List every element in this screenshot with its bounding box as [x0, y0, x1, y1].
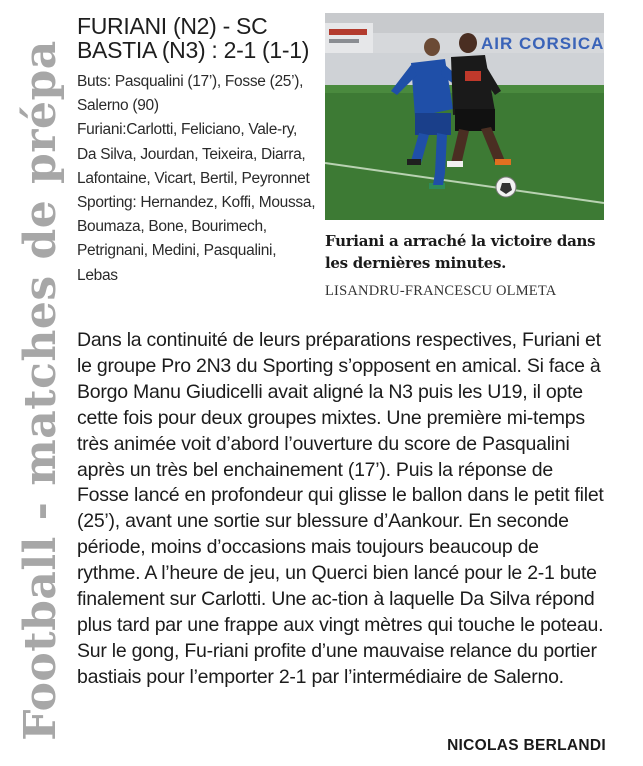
article-body: Dans la continuité de leurs préparations respectives, Furiani et le groupe Pro 2N3 du Sporting s’opposent en amical. Si face à Borgo Manu Giudicelli avait aligné la N3 puis les U19, il opte cette fois pour deux groupes mixtes. Une première mi-temps très animée voit d’abord l’ouverture du score de Pasqualini après un très bel enchainement (17’). Puis la réponse de Fosse lancé en profondeur qui glisse le ballon dans le petit filet (25’), avant une sortie sur blessure d’Aankour. En seconde période, moins d’occasions mais toujours beaucoup de rythme. A l’heure de jeu, un Querci bien lancé pour le 2-1 bute finalement sur Carlotti. Une ac-tion à laquelle Da Silva répond plus tard par une frappe aux vingt mètres qui touche le poteau. Sur le gong, Fu-riani profite d’une mauvaise relance du portier bastiais pour l’emporter 2-1 par l’intermédiaire de Salerno.: [77, 329, 604, 688]
sporting-lineup: Sporting: Hernandez, Koffi, Moussa, Boumaza, Bone, Bourimech, Petrignani, Medini, Pasqualini, Lebas: [77, 194, 316, 284]
furiani-lineup: Furiani:Carlotti, Feliciano, Vale-ry, Da Silva, Jourdan, Teixeira, Diarra, Lafontaine, Vicart, Bertil, Peyronnet: [77, 121, 310, 187]
goals-line: Buts: Pasqualini (17’), Fosse (25’), Salerno (90): [77, 73, 304, 115]
photo-caption: Furiani a arraché la victoire dans les dernières minutes.: [325, 232, 596, 272]
football-ball: [496, 177, 516, 197]
match-photo: [325, 13, 604, 220]
article-author: NICOLAS BERLANDI: [447, 737, 606, 754]
banner-text: AIR CORSICA: [481, 34, 604, 53]
football-photo-illustration: [325, 13, 604, 220]
section-label: Football - matches de prépa: [14, 40, 66, 741]
match-info: [77, 70, 317, 288]
photo-credit: LISANDRU-FRANCESCU OLMETA: [325, 283, 557, 299]
article-headline: FURIANI (N2) - SC BASTIA (N3) : 2-1 (1-1): [77, 13, 310, 63]
